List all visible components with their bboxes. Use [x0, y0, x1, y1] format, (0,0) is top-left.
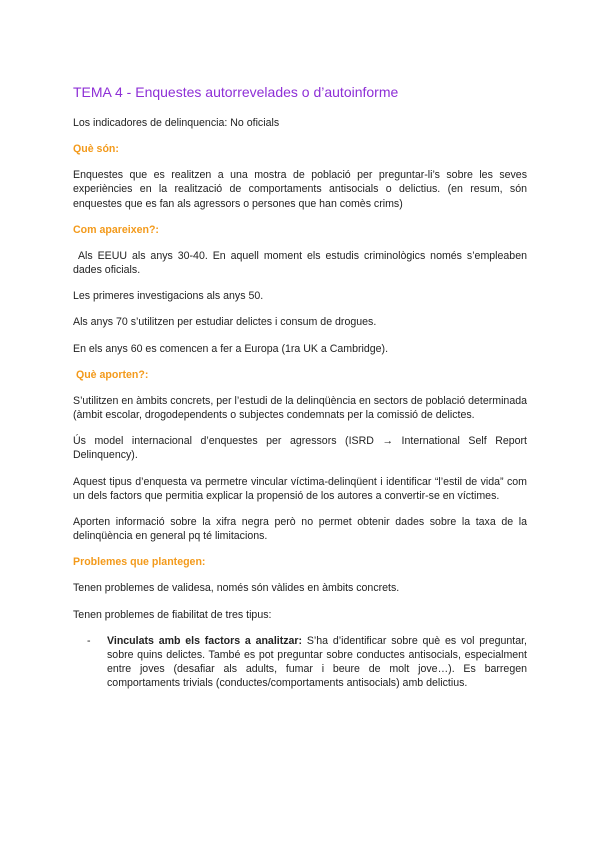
section-heading-que-son: Què són: — [73, 143, 119, 156]
list-item-label: Vinculats amb els factors a analitzar: — [107, 634, 303, 647]
paragraph: S’utilitzen en àmbits concrets, per l’estudi de la delinqüència en sectors de població determinada (àmbit escolar, drogodependents o subjectes condemnats per la comissió de delictes. — [73, 394, 527, 422]
subtitle-paragraph: Los indicadores de delinquencia: No oficials — [73, 117, 280, 129]
list-item — [87, 634, 527, 691]
paragraph: Aporten informació sobre la xifra negra però no permet obtenir dades sobre la taxa de la delinqüència en general pq té limitacions. — [73, 516, 527, 543]
paragraph: Als EEUU als anys 30-40. En aquell moment els estudis criminològics només s’empleaben dades oficials. — [73, 249, 530, 277]
paragraph: En els anys 60 es comencen a fer a Europa (1ra UK a Cambridge). — [73, 342, 389, 355]
paragraph: Les primeres investigacions als anys 50. — [73, 290, 264, 303]
section-heading-que-aporten: Què aporten?: — [73, 368, 149, 381]
section-heading-com-apareixen: Com apareixen?: — [73, 223, 159, 236]
list-item-body: S’ha d’identificar sobre què es vol preguntar, sobre quins delictes. També es pot preguntar sobre conductes antisocials, especialment entre joves (desafiar als adults, fumar i beure de molt jove…). Es barregen comportaments trivials (conductes/comportaments antisocials) amb delictius. — [107, 634, 527, 690]
paragraph: Aquest tipus d’enquesta va permetre vincular víctima-delinqüent i identificar “l’estil de vida” com un dels factors que permitia explicar la propensió de los autores a convertir-se en víctimes. — [73, 475, 527, 502]
document-content — [73, 83, 530, 703]
paragraph: Enquestes que es realitzen a una mostra de població per preguntar-li’s sobre les seves experiències en la realització de comportaments antisocials o delictius. (en resum, són enquestes que es fan als agressors o persones que han comès crims) — [73, 169, 527, 210]
section-heading-problemes: Problemes que plantegen: — [73, 556, 206, 569]
paragraph: Tenen problemes de validesa, només són vàlides en àmbits concrets. — [73, 582, 400, 595]
paragraph: Als anys 70 s’utilitzen per estudiar delictes i consum de drogues. — [73, 316, 377, 329]
paragraph: Ús model internacional d’enquestes per agressors (ISRD → International Self Report Delinquency). — [73, 435, 527, 462]
page-title: TEMA 4 - Enquestes autorrevelades o d’autoinforme — [73, 84, 399, 100]
paragraph: Tenen problemes de fiabilitat de tres tipus: — [73, 608, 272, 621]
list-item-text — [107, 634, 527, 691]
list-bullet: - — [87, 634, 91, 647]
